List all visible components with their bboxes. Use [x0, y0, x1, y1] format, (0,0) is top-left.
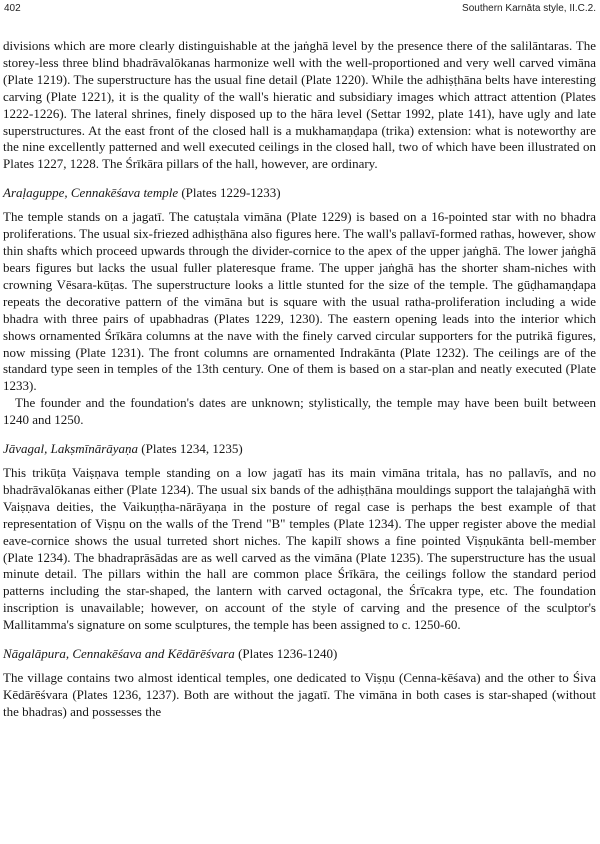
- section-heading-plates: (Plates 1229-1233): [181, 185, 281, 201]
- section-heading: [3, 185, 596, 201]
- running-title: Southern Karnāta style, II.C.2.: [462, 3, 596, 14]
- section-heading-plates: (Plates 1234, 1235): [141, 441, 243, 457]
- body-paragraph: The founder and the foundation's dates are unknown; stylistically, the temple may have been built between 1240 and 1250.: [3, 395, 596, 428]
- page-number: 402: [4, 3, 21, 14]
- section-heading: [3, 441, 596, 457]
- body-paragraph: This trikūṭa Vaiṣṇava temple standing on a low jagatī has its main vimāna tritala, has no pallavīs, and no bhadrāvalōkanas either (Plate 1234). The usual six bands of the adhiṣṭhāna mouldings support the talajaṅghā with Vaiṣṇava deities, the Vaikuṇṭha-nārāyaṇa in the posture of regal case is perhaps the best example of that representation of Viṣṇu on the walls of the Trend "B" temples (Plate 1234). The upper register above the medial eave-cornice shows the usual turreted short niches. The kapilī shows a fine pointed Viṣṇukānta bell-member (Plate 1234). The bhadraprāsādas are as well carved as the vimāna (Plate 1235). The superstructure has the usual minute detail. The pillars within the hall are common place Śrīkāra, the ceilings follow the standard period patterns including the star-shaped, the lantern with carved octagonal, the Śrīcakra type, etc. The foundation inscription is unavailable; however, on account of the style of carving and the presence of the sculptor's Mallitamma's signature on some sculptures, the temple has been assigned to c. 1250-60.: [3, 465, 596, 633]
- page-body: [3, 38, 596, 721]
- section-heading-plates: (Plates 1236-1240): [238, 646, 338, 662]
- section-heading: [3, 646, 596, 662]
- section-heading-title: Nāgalāpura, Cennakēśava and Kēdārēśvara: [3, 646, 235, 662]
- body-paragraph: The temple stands on a jagatī. The catuṣtala vimāna (Plate 1229) is based on a 16-pointed star with no bhadra proliferations. The usual six-friezed adhiṣṭhāna also figures here. The wall's pallavī-formed rathas, however, show thin shafts which proceed upwards through the divider-cornice to the apex of the upper jaṅghā. The lower jaṅghā bears figures but lacks the usual fuller plateresque frame. The upper jaṅghā has the shorter sham-niches with crowning Vēsara-kūṭas. The superstructure looks a little stunted for the size of the temple. The gūḍhamaṇḍapa repeats the decorative pattern of the vimāna but is square with the usual ratha-proliferation including a wide bhadra with three pairs of upabhadras (Plates 1229, 1230). The eastern opening leads into the interior which shows ornamented Śrīkāra columns at the nave with the finely carved circular supporters for the putrikā figures, now missing (Plate 1231). The front columns are ornamented Indrakānta (Plate 1232). The ceilings are of the standard type seen in temples of the 13th century. One of them is based on a star-plan and neatly executed (Plate 1233).: [3, 209, 597, 394]
- body-paragraph: The village contains two almost identical temples, one dedicated to Viṣṇu (Cenna-kēśava) and the other to Śiva Kēdārēśvara (Plates 1236, 1237). Both are without the jagatī. The vimāna in both cases is star-shaped (without the bhadras) and possesses the: [3, 670, 596, 719]
- body-paragraph: divisions which are more clearly distinguishable at the jaṅghā level by the presence there of the salilāntaras. The storey-less three blind bhadrāvalōkanas harmonize well with the well-proportioned and very well carved vimāna (Plate 1219). The superstructure has the usual fine detail (Plate 1220). While the adhiṣṭhāna belts have interesting carving (Plate 1221), it is the quality of the wall's hieratic and subsidiary images which attract attention (Plates 1222-1226). The lateral shrines, finely disposed up to the hāra level (Settar 1992, plate 141), have ugly and late superstructures. At the east front of the closed hall is a mukhamaṇḍapa (trika) extension: what is noteworthy are the nine excellently patterned and well executed ceilings in the closed hall, two of which have been illustrated on Plates 1227, 1228. The Śrīkāra pillars of the hall, however, are ordinary.: [3, 38, 596, 172]
- section-heading-title: Araḷaguppe, Cennakēśava temple: [3, 185, 179, 201]
- page-header: [4, 3, 596, 17]
- section-heading-title: Jāvagal, Lakṣmīnārāyaṇa: [3, 441, 139, 457]
